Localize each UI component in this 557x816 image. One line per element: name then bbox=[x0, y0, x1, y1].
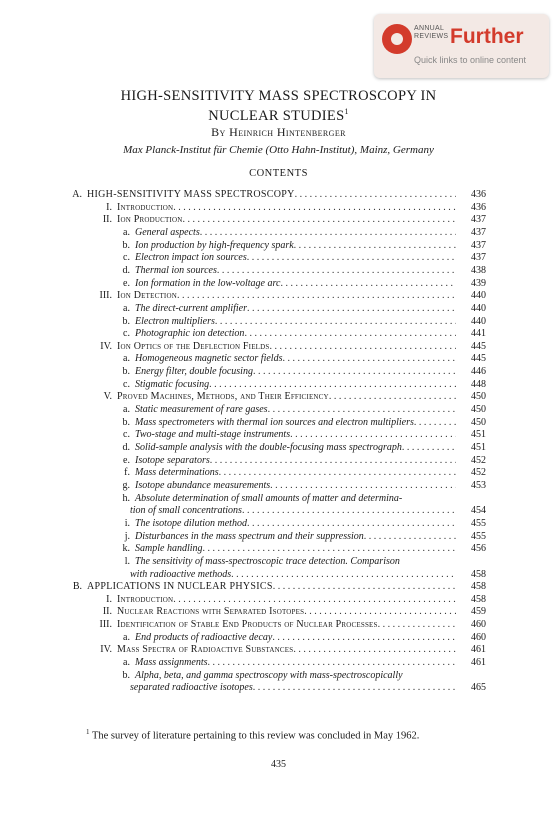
toc-entry-page: 455 bbox=[471, 530, 486, 542]
toc-entry-continuation bbox=[130, 504, 486, 517]
toc-entry-label: b. bbox=[122, 669, 130, 681]
toc-entry bbox=[100, 251, 486, 264]
toc-leader-dots bbox=[414, 416, 456, 429]
toc-entry-label: g. bbox=[122, 479, 130, 491]
toc-entry-title: Homogeneous magnetic sector fields bbox=[135, 353, 283, 365]
toc-leader-dots bbox=[200, 226, 456, 239]
toc-entry-label: d. bbox=[122, 442, 130, 453]
toc-entry-label: B. bbox=[72, 581, 82, 593]
toc-entry-title: General aspects bbox=[135, 226, 200, 238]
toc-entry-title: Energy filter, double focusing bbox=[135, 366, 253, 378]
toc-entry-title: Ion Optics of the Deflection Fields bbox=[117, 340, 270, 352]
toc-entry bbox=[80, 289, 486, 302]
article-title-line1: HIGH-SENSITIVITY MASS SPECTROSCOPY IN bbox=[120, 88, 437, 104]
toc-entry-title: Photographic ion detection bbox=[135, 328, 245, 340]
toc-entry-label: d. bbox=[122, 264, 130, 276]
toc-entry bbox=[80, 213, 486, 226]
toc-entry bbox=[80, 605, 486, 618]
toc-leader-dots bbox=[173, 593, 456, 606]
toc-entry-label: II. bbox=[102, 606, 112, 618]
annual-reviews-logo-icon bbox=[382, 24, 412, 54]
toc-entry-title: Ion Detection bbox=[117, 290, 177, 302]
toc-entry-label: f. bbox=[124, 467, 130, 479]
affiliation-line: Max Planck-Institut für Chemie (Otto Hahn-Institut), Mainz, Germany bbox=[123, 144, 434, 156]
toc-leader-dots bbox=[183, 213, 456, 226]
toc-entry-page: 458 bbox=[471, 593, 486, 605]
badge-further-label: Further bbox=[450, 25, 524, 48]
toc-entry-label: b. bbox=[122, 366, 130, 378]
toc-entry-label: c. bbox=[123, 328, 130, 340]
toc-leader-dots bbox=[253, 681, 456, 694]
toc-leader-dots bbox=[294, 239, 456, 252]
toc-entry-title: Stigmatic focusing bbox=[135, 378, 210, 390]
toc-entry-label: a. bbox=[123, 631, 130, 643]
toc-entry-label: a. bbox=[123, 226, 130, 238]
toc-entry bbox=[100, 352, 486, 365]
toc-entry-page: 445 bbox=[471, 340, 486, 352]
toc-leader-dots bbox=[304, 605, 456, 618]
toc-entry-page: 436 bbox=[471, 189, 486, 200]
toc-entry-page: 437 bbox=[471, 226, 486, 238]
toc-entry-page: 460 bbox=[471, 631, 486, 643]
toc-entry-title: Ion formation in the low-voltage arc bbox=[135, 277, 281, 289]
toc-entry-label: b. bbox=[122, 416, 130, 428]
annual-reviews-further-badge[interactable] bbox=[374, 14, 549, 78]
toc-entry bbox=[100, 441, 486, 454]
toc-entry-title-cont: tion of small concentrations bbox=[130, 505, 242, 517]
toc-entry-page: 436 bbox=[471, 201, 486, 213]
toc-entry-title: Isotope abundance measurements bbox=[135, 479, 271, 491]
toc-entry-page: 461 bbox=[471, 657, 486, 669]
toc-entry-title-cont: with radioactive methods bbox=[130, 568, 232, 580]
toc-entry-page: 459 bbox=[471, 606, 486, 618]
toc-entry-page: 437 bbox=[471, 252, 486, 264]
toc-entry-page: 454 bbox=[471, 505, 486, 517]
article-title-line2 bbox=[0, 104, 557, 124]
toc-entry bbox=[100, 479, 486, 492]
toc-entry-page: 441 bbox=[471, 328, 486, 340]
toc-entry-label: A. bbox=[72, 189, 82, 200]
toc-entry-page: 451 bbox=[471, 429, 486, 441]
toc-leader-dots bbox=[378, 618, 456, 631]
toc-entry bbox=[100, 226, 486, 239]
toc-entry-title: Introduction bbox=[117, 201, 174, 213]
toc-entry-title: Solid-sample analysis with the double-focusing mass spectrograph bbox=[135, 442, 402, 453]
toc-entry-label: I. bbox=[106, 201, 112, 213]
toc-entry bbox=[100, 277, 486, 290]
toc-entry bbox=[100, 656, 486, 669]
toc-entry-page: 440 bbox=[471, 315, 486, 327]
footnote-mark: 1 bbox=[86, 728, 90, 736]
toc-entry bbox=[66, 580, 486, 593]
toc-leader-dots bbox=[295, 188, 456, 201]
toc-leader-dots bbox=[282, 352, 456, 365]
toc-entry bbox=[100, 555, 486, 568]
toc-entry bbox=[80, 340, 486, 353]
toc-leader-dots bbox=[219, 466, 456, 479]
toc-leader-dots bbox=[329, 390, 456, 403]
toc-entry bbox=[100, 631, 486, 644]
toc-leader-dots bbox=[210, 454, 456, 467]
toc-entry-title: Nuclear Reactions with Separated Isotopes bbox=[117, 606, 305, 618]
toc-entry-title: APPLICATIONS IN NUCLEAR PHYSICS bbox=[87, 581, 273, 593]
toc-entry-title: The sensitivity of mass-spectroscopic trace detection. Comparison bbox=[135, 555, 400, 567]
toc-entry-title: Ion production by high-frequency spark bbox=[135, 239, 294, 251]
toc-entry-page: 453 bbox=[471, 479, 486, 491]
toc-entry bbox=[80, 201, 486, 214]
toc-entry-label: b. bbox=[122, 239, 130, 251]
toc-entry bbox=[80, 618, 486, 631]
toc-leader-dots bbox=[242, 504, 456, 517]
toc-entry-label: l. bbox=[124, 555, 130, 567]
toc-entry-label: I. bbox=[106, 593, 112, 605]
toc-entry-title: Mass assignments bbox=[135, 657, 208, 669]
toc-entry-page: 458 bbox=[471, 568, 486, 580]
toc-leader-dots bbox=[402, 441, 456, 454]
toc-entry bbox=[100, 327, 486, 340]
toc-entry bbox=[100, 365, 486, 378]
toc-entry-page: 451 bbox=[471, 442, 486, 453]
toc-entry-page: 446 bbox=[471, 366, 486, 378]
toc-entry bbox=[100, 530, 486, 543]
toc-leader-dots bbox=[272, 631, 456, 644]
toc-entry-continuation bbox=[130, 681, 486, 694]
toc-entry-title: The direct-current amplifier bbox=[135, 302, 248, 314]
toc-entry-label: b. bbox=[122, 315, 130, 327]
toc-entry-label: a. bbox=[123, 302, 130, 314]
toc-entry-page: 460 bbox=[471, 619, 486, 631]
toc-entry-title: Electron multipliers bbox=[135, 315, 215, 327]
toc-leader-dots bbox=[209, 378, 456, 391]
badge-publisher-text: ANNUAL REVIEWS bbox=[414, 25, 449, 40]
toc-entry-title: Thermal ion sources bbox=[135, 264, 217, 276]
toc-leader-dots bbox=[364, 530, 456, 543]
toc-leader-dots bbox=[268, 403, 456, 416]
toc-entry-label: k. bbox=[122, 543, 130, 555]
toc-entry-label: III. bbox=[99, 619, 112, 631]
title-footnote-mark: 1 bbox=[344, 107, 349, 116]
toc-entry-title: Isotope separators bbox=[135, 454, 210, 466]
toc-entry bbox=[100, 454, 486, 467]
toc-entry-page: 448 bbox=[471, 378, 486, 390]
toc-entry bbox=[100, 492, 486, 505]
toc-entry-page: 438 bbox=[471, 264, 486, 276]
toc-entry-label: c. bbox=[123, 429, 130, 441]
toc-entry-page: 455 bbox=[471, 517, 486, 529]
toc-entry-title: Sample handling bbox=[135, 543, 203, 555]
toc-leader-dots bbox=[203, 542, 457, 555]
toc-entry-page: 452 bbox=[471, 454, 486, 466]
toc-entry bbox=[100, 378, 486, 391]
toc-entry-page: 450 bbox=[471, 391, 486, 403]
toc-entry-title: End products of radioactive decay bbox=[135, 631, 273, 643]
toc-entry-title: The isotope dilution method bbox=[135, 517, 247, 529]
toc-entry-title: Proved Machines, Methods, and Their Efficiency bbox=[117, 391, 329, 403]
toc-entry-label: c. bbox=[123, 378, 130, 390]
toc-leader-dots bbox=[290, 428, 456, 441]
toc-entry bbox=[80, 593, 486, 606]
toc-entry-label: a. bbox=[123, 657, 130, 669]
toc-leader-dots bbox=[280, 277, 456, 290]
toc-entry-title: Two-stage and multi-stage instruments bbox=[135, 429, 291, 441]
toc-entry-title-cont: separated radioactive isotopes bbox=[130, 682, 253, 694]
toc-leader-dots bbox=[253, 365, 456, 378]
toc-entry-label: IV. bbox=[100, 644, 112, 656]
toc-entry bbox=[100, 517, 486, 530]
toc-leader-dots bbox=[247, 251, 456, 264]
toc-entry-page: 445 bbox=[471, 353, 486, 365]
toc-entry-page: 461 bbox=[471, 644, 486, 656]
page-number: 435 bbox=[271, 759, 286, 770]
toc-entry bbox=[100, 239, 486, 252]
toc-entry-label: h. bbox=[122, 492, 130, 504]
toc-leader-dots bbox=[247, 302, 456, 315]
toc-leader-dots bbox=[177, 289, 456, 302]
toc-entry-page: 440 bbox=[471, 290, 486, 302]
toc-entry-page: 439 bbox=[471, 277, 486, 289]
toc-entry bbox=[100, 264, 486, 277]
badge-subtitle: Quick links to online content bbox=[414, 55, 527, 65]
toc-entry-page: 450 bbox=[471, 416, 486, 428]
toc-entry-page: 465 bbox=[471, 682, 486, 694]
author-line: By Heinrich Hintenberger bbox=[211, 125, 346, 139]
toc-leader-dots bbox=[273, 580, 456, 593]
toc-entry-label: e. bbox=[123, 454, 130, 466]
toc-entry-label: a. bbox=[123, 404, 130, 416]
toc-entry-label: j. bbox=[124, 530, 130, 542]
toc-entry bbox=[100, 542, 486, 555]
toc-leader-dots bbox=[244, 327, 456, 340]
toc-leader-dots bbox=[173, 201, 456, 214]
contents-heading: CONTENTS bbox=[249, 168, 308, 179]
toc-leader-dots bbox=[217, 264, 456, 277]
toc-entry-title: Ion Production bbox=[117, 214, 183, 226]
toc-entry-page: 452 bbox=[471, 467, 486, 479]
toc-entry-page: 440 bbox=[471, 302, 486, 314]
toc-entry-continuation bbox=[130, 568, 486, 581]
toc-entry bbox=[80, 390, 486, 403]
toc-entry-title: Absolute determination of small amounts of matter and determina- bbox=[135, 492, 403, 504]
toc-entry-page: 437 bbox=[471, 239, 486, 251]
toc-entry-page: 437 bbox=[471, 214, 486, 226]
toc-entry bbox=[66, 188, 486, 201]
toc-leader-dots bbox=[270, 340, 456, 353]
toc-entry bbox=[100, 428, 486, 441]
toc-entry bbox=[100, 669, 486, 682]
toc-entry-title: Disturbances in the mass spectrum and their suppression bbox=[135, 530, 364, 542]
toc-leader-dots bbox=[247, 517, 456, 530]
toc-entry bbox=[100, 466, 486, 479]
toc-entry-label: V. bbox=[103, 391, 112, 403]
toc-entry-label: e. bbox=[123, 277, 130, 289]
toc-entry-label: III. bbox=[99, 290, 112, 302]
toc-entry-title: Identification of Stable End Products of Nuclear Processes bbox=[117, 619, 378, 631]
toc-entry-title: Static measurement of rare gases bbox=[135, 404, 268, 416]
toc-entry-page: 458 bbox=[471, 581, 486, 593]
footnote-text: The survey of literature pertaining to this review was concluded in May 1962. bbox=[91, 730, 420, 742]
toc-entry-title: Mass determinations bbox=[135, 467, 219, 479]
toc-entry-title: Mass spectrometers with thermal ion sources and electron multipliers bbox=[135, 416, 414, 428]
toc-entry-title: Electron impact ion sources bbox=[135, 252, 247, 264]
toc-entry bbox=[100, 302, 486, 315]
toc-leader-dots bbox=[293, 643, 456, 656]
toc-leader-dots bbox=[231, 568, 456, 581]
toc-entry-title: HIGH-SENSITIVITY MASS SPECTROSCOPY bbox=[87, 189, 295, 200]
article-title-text: NUCLEAR STUDIES bbox=[208, 107, 345, 124]
footnote bbox=[86, 728, 419, 742]
toc-entry bbox=[100, 416, 486, 429]
toc-entry-page: 456 bbox=[471, 543, 486, 555]
toc-entry-label: a. bbox=[123, 353, 130, 365]
toc-leader-dots bbox=[215, 315, 456, 328]
toc-leader-dots bbox=[208, 656, 456, 669]
toc-entry-label: IV. bbox=[100, 340, 112, 352]
toc-entry-title: Alpha, beta, and gamma spectroscopy with mass-spectroscopically bbox=[135, 669, 403, 681]
toc-entry bbox=[80, 643, 486, 656]
toc-entry bbox=[100, 403, 486, 416]
toc-leader-dots bbox=[270, 479, 456, 492]
toc-entry bbox=[100, 315, 486, 328]
toc-entry-page: 450 bbox=[471, 404, 486, 416]
toc-entry-title: Introduction bbox=[117, 593, 174, 605]
toc-entry-title: Mass Spectra of Radioactive Substances bbox=[117, 644, 294, 656]
toc-entry-label: c. bbox=[123, 252, 130, 264]
toc-entry-label: II. bbox=[102, 214, 112, 226]
toc-entry-label: i. bbox=[124, 517, 130, 529]
